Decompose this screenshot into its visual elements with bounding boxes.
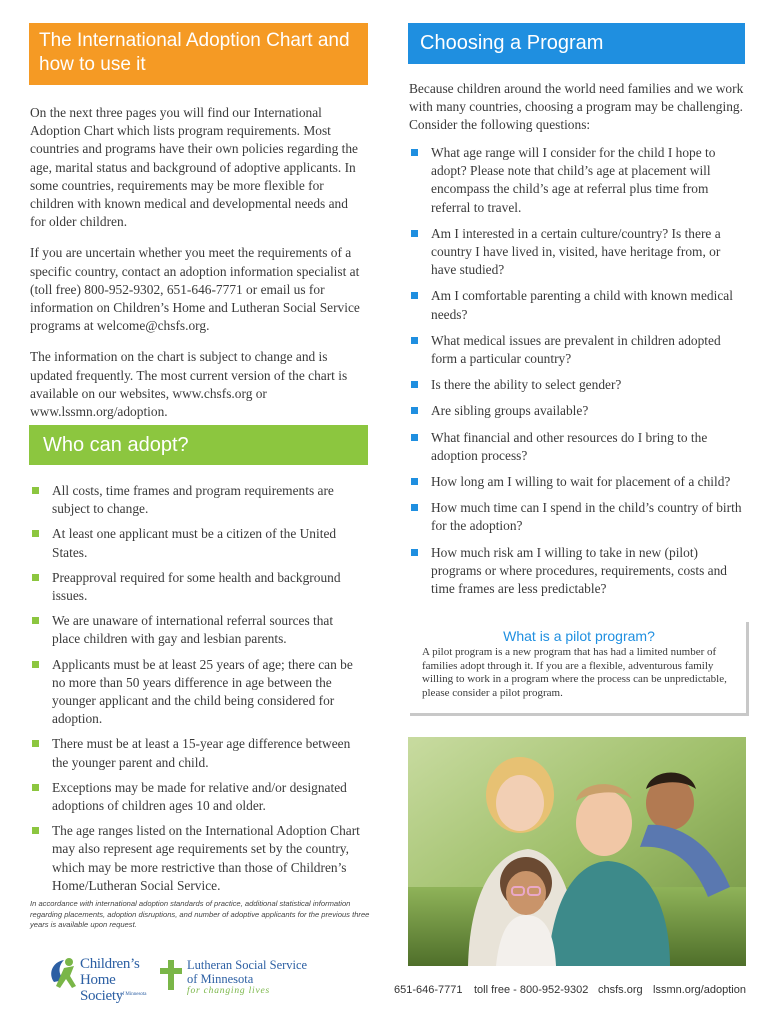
list-item: Exceptions may be made for relative and/or designated adoptions of children ages 10 and older.	[30, 779, 360, 815]
choosing-program-title: Choosing a Program	[420, 32, 604, 54]
bullet-square-icon	[411, 504, 418, 511]
lutheran-tagline: for changing lives	[187, 986, 271, 996]
chart-intro-title: The International Adoption Chart and how to use it	[39, 30, 350, 75]
bullet-square-icon	[32, 661, 39, 668]
list-item: Are sibling groups available?	[409, 402, 745, 420]
list-item: We are unaware of international referral sources that place children with gay and lesbian parents.	[30, 612, 360, 648]
list-item: How much risk am I willing to take in new (pilot) programs or where procedures, requirements, costs and time frames are less predictable?	[409, 544, 745, 599]
bullet-square-icon	[32, 784, 39, 791]
contact-paragraph: If you are uncertain whether you meet the requirements of a specific country, contact an adoption information specialist at (toll free) 800-952-9302, 651-646-7771 or email us for information on Children’s Home and Lutheran Social Service programs at welcome@chsfs.org.	[30, 245, 360, 334]
list-item: What medical issues are prevalent in children adopted form a particular country?	[409, 332, 745, 368]
family-photo	[408, 737, 746, 966]
bullet-square-icon	[411, 292, 418, 299]
list-item: Am I interested in a certain culture/country? Is there a country I have lived in, visited, have heritage from, or have studied?	[409, 225, 745, 280]
bullet-square-icon	[411, 230, 418, 237]
list-item: Am I comfortable parenting a child with known medical needs?	[409, 287, 745, 323]
bullet-square-icon	[411, 149, 418, 156]
bullet-square-icon	[32, 740, 39, 747]
childrens-home-logo	[44, 952, 174, 1002]
statistics-note: In accordance with international adoption standards of practice, additional statistical information regarding placements, adoption disruptions, and number of adoptive applicants for the previous three years is available upon request.	[30, 899, 370, 929]
childrens-home-figure-icon	[44, 952, 84, 998]
pilot-program-title: What is a pilot program?	[503, 628, 655, 644]
update-paragraph: The information on the chart is subject to change and is updated frequently. The most current version of the chart is available on our websites, www.chsfs.org or www.lssmn.org/adoption.	[30, 349, 348, 420]
footer-website-chsfs[interactable]: chsfs.org	[598, 984, 643, 996]
bullet-square-icon	[32, 530, 39, 537]
list-item: At least one applicant must be a citizen of the United States.	[30, 525, 360, 561]
bullet-square-icon	[32, 617, 39, 624]
childrens-home-name: Children’s Home Society	[80, 956, 140, 1004]
bullet-square-icon	[411, 549, 418, 556]
pilot-program-text: A pilot program is a new program that has had a limited number of families adopt through it. If you are a flexible, adventurous family willing to work in a program where the process can be unpredictable, please consider a pilot program.	[422, 646, 727, 699]
list-item: All costs, time frames and program requirements are subject to change.	[30, 482, 360, 518]
lutheran-name-line1: Lutheran Social Service	[187, 958, 308, 972]
bullet-square-icon	[411, 337, 418, 344]
chart-intro-banner	[29, 23, 368, 85]
intro-paragraph: On the next three pages you will find our International Adoption Chart which lists program requirements. Most countries and programs have their own policies regarding the age, marital status and background of adoptive applicants. In some countries, requirements may be more flexible for children with known medical and developmental needs and for older children.	[30, 105, 358, 230]
list-item: How long am I willing to wait for placement of a child?	[409, 473, 745, 491]
bullet-square-icon	[411, 381, 418, 388]
lutheran-logo	[160, 956, 330, 1000]
footer-phone: 651-646-7771	[394, 984, 463, 996]
who-can-adopt-list	[30, 482, 360, 895]
list-item: What financial and other resources do I bring to the adoption process?	[409, 429, 745, 465]
footer-website-lssmn[interactable]: lssmn.org/adoption	[653, 984, 746, 996]
family-photo-image	[408, 737, 746, 966]
bullet-square-icon	[411, 407, 418, 414]
choosing-questions-list	[409, 144, 745, 598]
who-can-adopt-title: Who can adopt?	[43, 434, 189, 456]
bullet-square-icon	[32, 827, 39, 834]
list-item: Applicants must be at least 25 years of age; there can be no more than 50 years difference in age between the younger applicant and the child being considered for adoption.	[30, 656, 360, 729]
list-item: What age range will I consider for the child I hope to adopt? Please note that child’s age at placement will encompass the child’s age at referral plus time from referral to travel.	[409, 144, 745, 217]
chart-intro-text	[30, 104, 364, 421]
choosing-intro: Because children around the world need families and we work with many countries, choosing a program may be challenging. Consider the following questions:	[409, 81, 744, 133]
who-can-adopt-banner	[29, 425, 368, 465]
lutheran-cross-icon	[160, 960, 182, 990]
list-item: The age ranges listed on the International Adoption Chart may also represent age requirements set by the country, which may be more restrictive than those of Children’s Home/Lutheran Social Service.	[30, 822, 360, 895]
bullet-square-icon	[411, 434, 418, 441]
bullet-square-icon	[32, 487, 39, 494]
list-item: Is there the ability to select gender?	[409, 376, 745, 394]
list-item: There must be at least a 15-year age difference between the younger parent and child.	[30, 735, 360, 771]
pilot-program-box	[410, 622, 749, 716]
childrens-home-sub: of Minnesota	[120, 992, 147, 997]
list-item: Preapproval required for some health and background issues.	[30, 569, 360, 605]
lutheran-name-line2: of Minnesota	[187, 972, 254, 986]
footer-toll-free: toll free - 800-952-9302	[474, 984, 589, 996]
bullet-square-icon	[411, 478, 418, 485]
choosing-program-banner	[408, 23, 745, 64]
bullet-square-icon	[32, 574, 39, 581]
list-item: How much time can I spend in the child’s country of birth for the adoption?	[409, 499, 745, 535]
